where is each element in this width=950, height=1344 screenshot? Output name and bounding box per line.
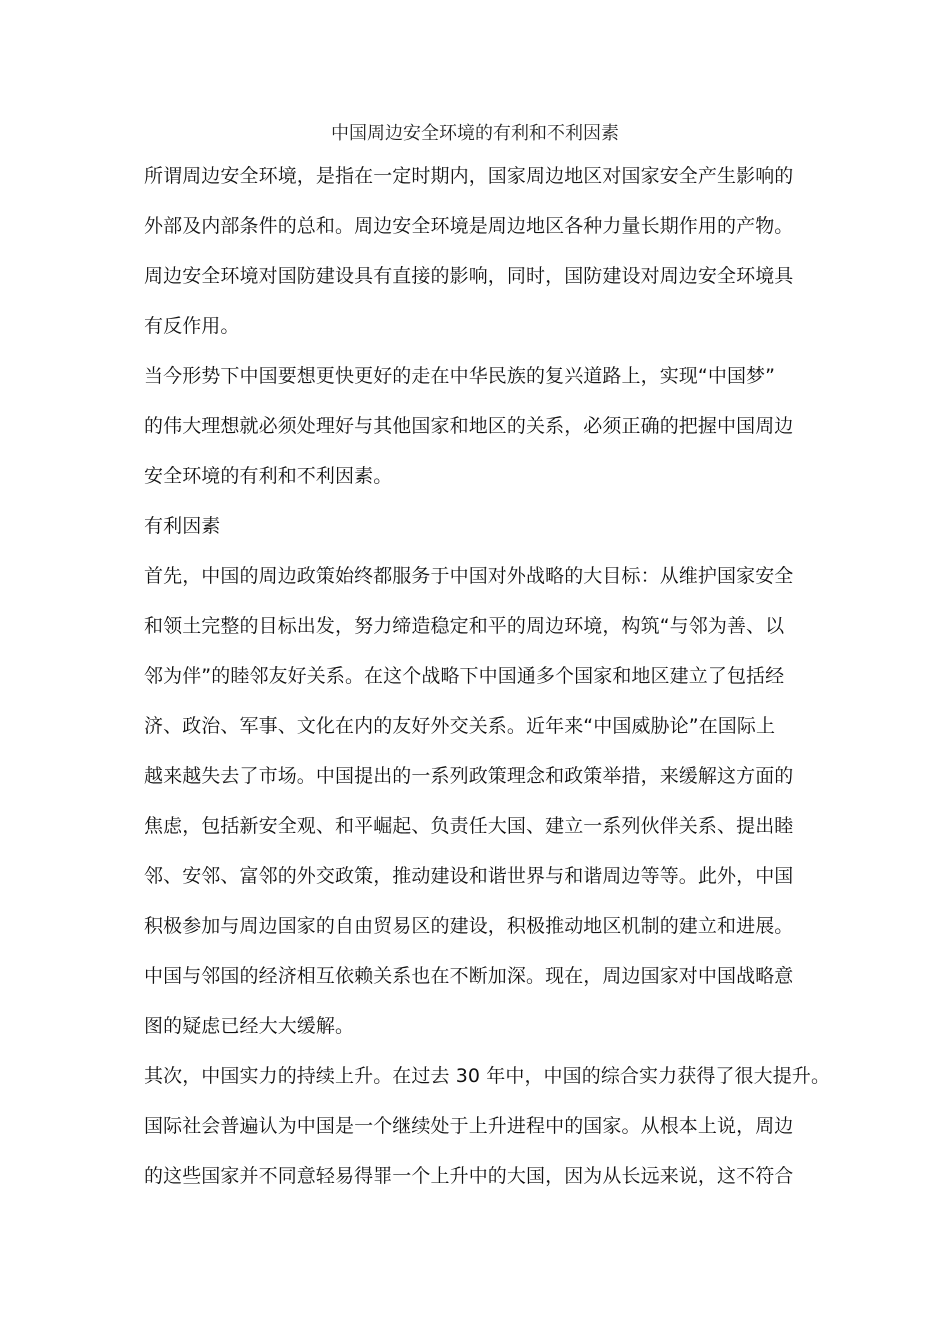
document-title: 中国周边安全环境的有利和不利因素 [331,123,619,144]
text-line: 和领土完整的目标出发，努力缔造稳定和平的周边环境，构筑“与邻为善、以 [144,615,785,637]
text-line: 周边安全环境对国防建设具有直接的影响，同时，国防建设对周边安全环境具 [144,265,794,287]
text-line: 安全环境的有利和不利因素。 [144,465,393,487]
text-line: 有反作用。 [144,315,240,337]
text-line: 当今形势下中国要想更快更好的走在中华民族的复兴道路上，实现“中国梦” [144,365,776,387]
text-line: 其次，中国实力的持续上升。在过去 30 年中，中国的综合实力获得了很大提升。 [144,1065,831,1087]
text-line: 焦虑，包括新安全观、和平崛起、负责任大国、建立一系列伙伴关系、提出睦 [144,815,794,837]
text-line: 越来越失去了市场。中国提出的一系列政策理念和政策举措，来缓解这方面的 [144,765,794,787]
text-line: 图的疑虑已经大大缓解。 [144,1015,355,1037]
text-line: 的伟大理想就必须处理好与其他国家和地区的关系，必须正确的把握中国周边 [144,415,794,437]
text-line: 的这些国家并不同意轻易得罪一个上升中的大国，因为从长远来说，这不符合 [144,1165,794,1187]
text-line: 济、政治、军事、文化在内的友好外交关系。近年来“中国威胁论”在国际上 [144,715,776,737]
text-line: 积极参加与周边国家的自由贸易区的建设，积极推动地区机制的建立和进展。 [144,915,794,937]
text-line: 邻为伴”的睦邻友好关系。在这个战略下中国通多个国家和地区建立了包括经 [144,665,785,687]
text-line: 中国与邻国的经济相互依赖关系也在不断加深。现在，周边国家对中国战略意 [144,965,794,987]
text-line: 国际社会普遍认为中国是一个继续处于上升进程中的国家。从根本上说，周边 [144,1115,794,1137]
text-line: 邻、安邻、富邻的外交政策，推动建设和谐世界与和谐周边等等。此外，中国 [144,865,794,887]
text-line: 所谓周边安全环境，是指在一定时期内，国家周边地区对国家安全产生影响的 [144,165,794,187]
document-body [144,160,831,1210]
text-line: 外部及内部条件的总和。周边安全环境是周边地区各种力量长期作用的产物。 [144,215,794,237]
section-heading: 有利因素 [144,515,221,537]
text-line: 首先，中国的周边政策始终都服务于中国对外战略的大目标：从维护国家安全 [144,565,794,587]
